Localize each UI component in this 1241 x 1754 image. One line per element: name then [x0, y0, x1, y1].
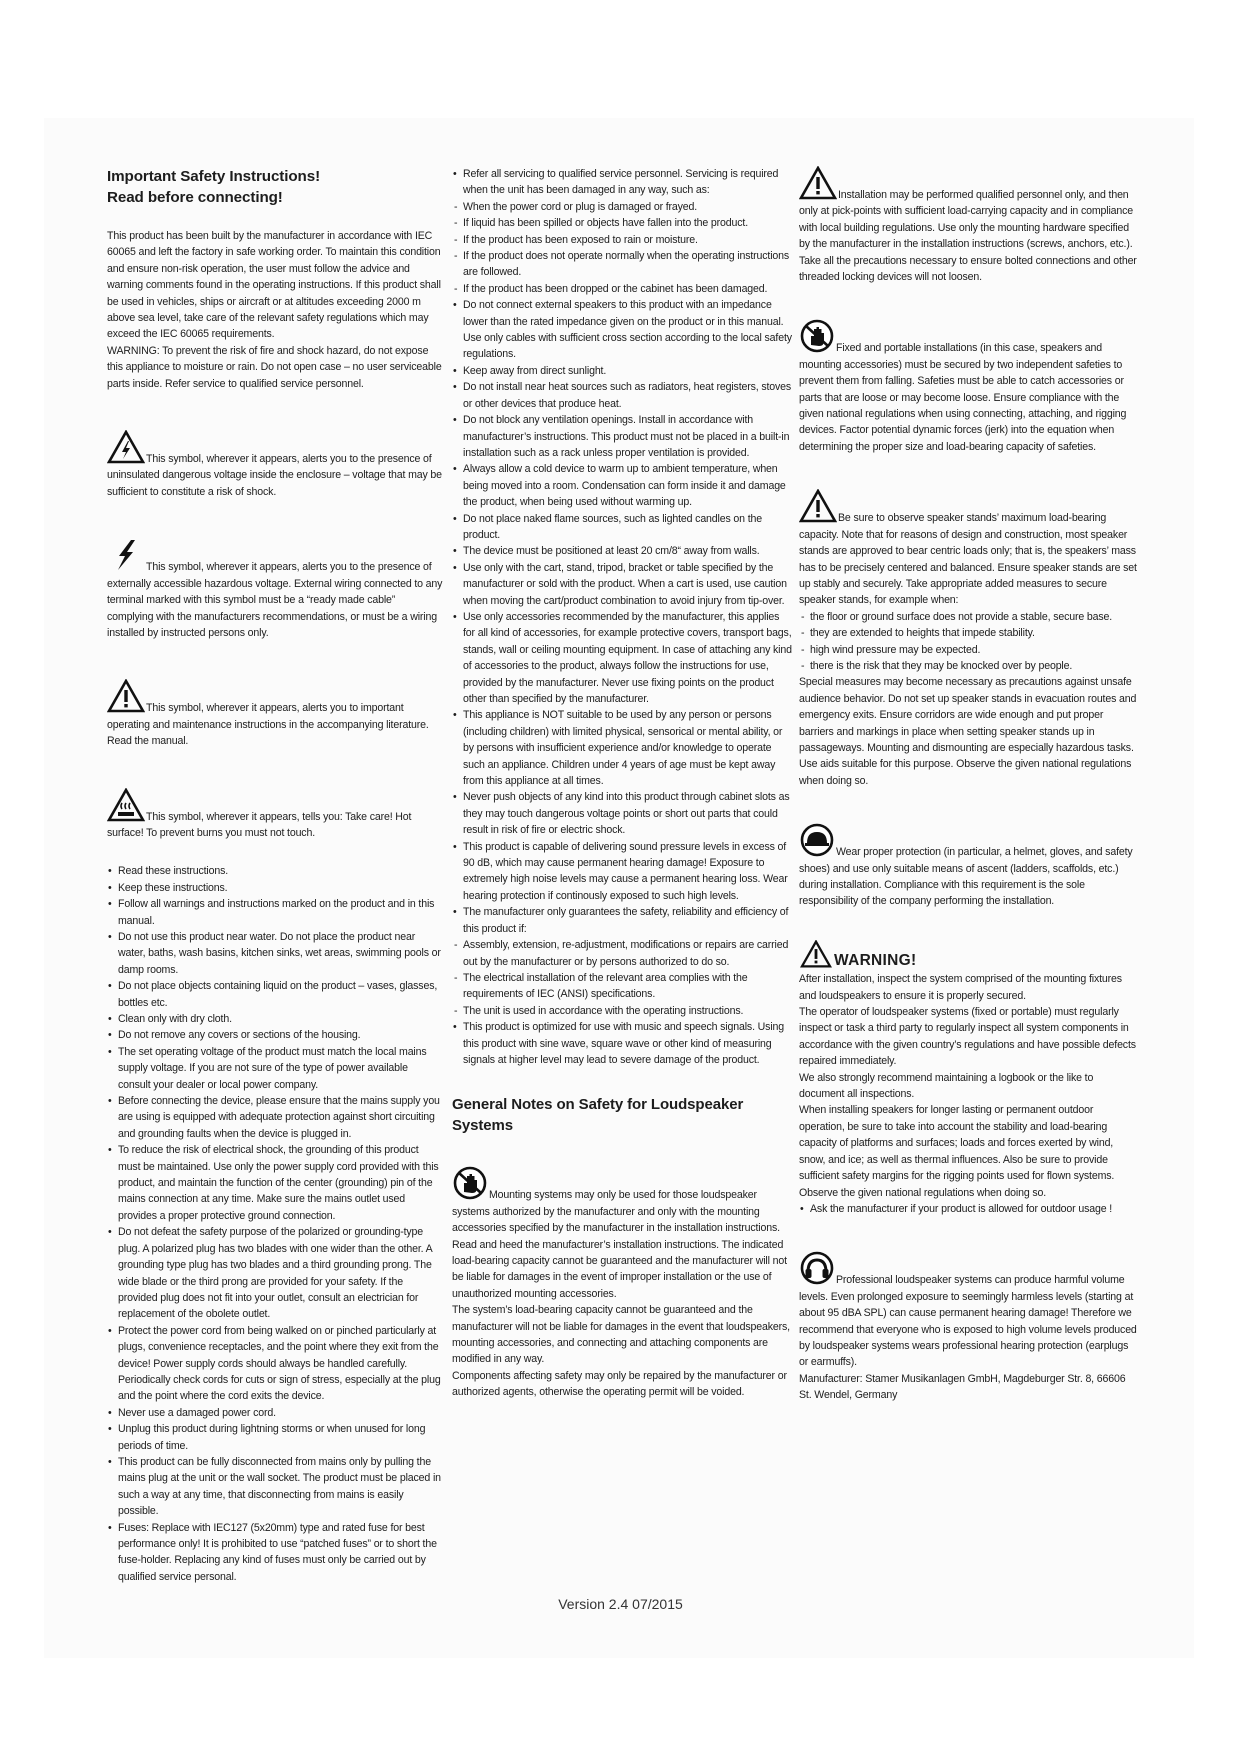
symbol-voltage-text: This symbol, wherever it appears, alerts you to the presence of uninsulated dangerous voltage inside the enclosure – voltage that may be sufficient to constitute a risk of shock.: [107, 453, 442, 498]
list-item: • The device must be positioned at least 20 cm/8“ away from walls.: [452, 543, 792, 559]
mounting-paragraph: [452, 1166, 792, 1302]
list-item: • Never use a damaged power cord.: [107, 1405, 443, 1421]
manufacturer-info: Manufacturer: Stamer Musikanlagen GmbH, Magdeburger Str. 8, 66606 St. Wendel, Germany: [799, 1372, 1126, 1402]
list-item: • Use only with the cart, stand, tripod, bracket or table specified by the manufacturer or sold with the product. When a cart is used, use caution when moving the cart/product combination to avoid injury from tip-over.: [452, 560, 792, 609]
symbol-hot-surface-paragraph: [107, 788, 443, 842]
list-item: - If the product has been dropped or the cabinet has been damaged.: [452, 281, 792, 297]
list-item: - If the product does not operate normally when the operating instructions are followed.: [452, 248, 792, 281]
guarantee-dash-list: [452, 937, 792, 1019]
list-item: • Do not remove any covers or sections of the housing.: [107, 1027, 443, 1043]
list-item: - high wind pressure may be expected.: [799, 642, 1139, 658]
symbol-instructions-text: This symbol, wherever it appears, alerts you to important operating and maintenance instructions in the accompanying literature. Read the manual.: [107, 702, 429, 748]
list-item: - the floor or ground surface does not provide a stable, secure base.: [799, 609, 1139, 625]
lightning-bolt-icon: [107, 538, 145, 572]
fixed-installations-paragraph: [799, 319, 1139, 455]
column-left: [107, 166, 443, 1585]
list-item: • To reduce the risk of electrical shock, the grounding of this product must be maintained. Use only the power supply cord provided with this product, and maintain the function of the center (grounding) pin of the mains connection at any time. Make sure the mains outlet used provides a proper protective ground connection.: [107, 1142, 443, 1224]
warning-paragraph-1: After installation, inspect the system comprised of the mounting fixtures and loudspeakers to ensure it is properly secured.: [799, 973, 1122, 1002]
left-bullet-list: [107, 863, 443, 1585]
hearing-paragraph: [799, 1251, 1139, 1370]
list-item: - If liquid has been spilled or objects have fallen into the product.: [452, 215, 792, 231]
hearing-text: Professional loudspeaker systems can produce harmful volume levels. Even prolonged exposure to seemingly harmless levels (starting at about 95 dBA SPL) can cause permanent hearing damage! Therefore we recommend that everyone who is exposed to high volume levels produced by loudspeaker systems wears professional hearing protection (earplugs or earmuffs).: [799, 1274, 1137, 1369]
list-item: • Read these instructions.: [107, 863, 443, 879]
warning-heading-line: [799, 940, 1139, 971]
service-dash-list: [452, 199, 792, 297]
symbol-external-voltage-paragraph: [107, 538, 443, 641]
list-item: • This appliance is NOT suitable to be used by any person or persons (including children) with limited physical, sensorical or mental ability, or by persons with insufficient experience and/or knowledge to operate such an appliance. Children under 4 years of age must be kept away from this appliance at all times.: [452, 707, 792, 789]
exclamation-warning-icon: [799, 489, 837, 523]
warning-heading: WARNING!: [834, 951, 917, 969]
hot-surface-warning-icon: [107, 788, 145, 822]
version-footer: Version 2.4 07/2015: [558, 1596, 683, 1612]
list-item: • Use only accessories recommended by the manufacturer, this applies for all kind of accessories, for example protective covers, transport bags, stands, wall or ceiling mounting equipment. In case of attaching any kind of accessories to the product, always follow the instructions for use, provided by the manufacturer. Never use fixing points on the product other than specified by the manufacturer.: [452, 609, 792, 707]
list-item: • The manufacturer only guarantees the safety, reliability and efficiency of this product if:: [452, 904, 792, 937]
list-item: • Unplug this product during lightning storms or when unused for long periods of time.: [107, 1421, 443, 1454]
list-item: - The unit is used in accordance with the operating instructions.: [452, 1003, 792, 1019]
warning-intro-paragraph: WARNING: To prevent the risk of fire and shock hazard, do not expose this appliance to moisture or rain. Do not open case – no user serviceable parts inside. Refer service to qualified service personnel.: [107, 344, 442, 390]
list-item: • This product can be fully disconnected from mains only by pulling the mains plug at the unit or the wall socket. The product must be placed in such a way at any time, that disconnecting from mains is easily possible.: [107, 1454, 443, 1520]
column-right: [799, 166, 1139, 1404]
helmet-icon: [799, 823, 835, 857]
protection-paragraph: [799, 823, 1139, 910]
warning-paragraph-2: The operator of loudspeaker systems (fixed or portable) must regularly inspect or task a third party to regularly inspect all system components in accordance with the given country’s regulations and have possible defects repaired immediately.: [799, 1006, 1136, 1068]
list-item: • Always allow a cold device to warm up to ambient temperature, when being moved into a room. Condensation can form inside it and damage the product, when being used without warming up.: [452, 461, 792, 510]
symbol-voltage-paragraph: [107, 430, 443, 500]
speaker-stands-paragraph: [799, 489, 1139, 608]
service-bullet: [452, 166, 792, 199]
exclamation-warning-icon: [799, 166, 837, 200]
list-item: • Before connecting the device, please ensure that the mains supply you are using is equipped with adequate protection against short circuiting and grounding faults when the device is plugged in.: [107, 1093, 443, 1142]
list-item: - The electrical installation of the relevant area complies with the requirements of IEC (ANSI) specifications.: [452, 970, 792, 1003]
list-item: - If the product has been exposed to rain or moisture.: [452, 232, 792, 248]
installation-paragraph: [799, 166, 1139, 285]
list-item: • This product is optimized for use with music and speech signals. Using this product with sine wave, square wave or other kind of measuring signals at higher level may lead to severe damage of the product.: [452, 1019, 792, 1068]
load-paragraph: The system’s load-bearing capacity cannot be guaranteed and the manufacturer will not be liable for damages in the event that loudspeakers, mounting accessories, and connecting and attaching components are modified in any way.: [452, 1304, 790, 1366]
title-line-1: Important Safety Instructions!: [107, 168, 321, 185]
list-item: • Fuses: Replace with IEC127 (5x20mm) type and rated fuse for best performance only! It is prohibited to use “patched fuses” or to short the fuse-holder. Replacing any kind of fuses must only be carried out by qualified service personal.: [107, 1520, 443, 1586]
symbol-hot-surface-text: This symbol, wherever it appears, tells you: Take care! Hot surface! To prevent burns you must not touch.: [107, 810, 412, 839]
components-paragraph: Components affecting safety may only be repaired by the manufacturer or authorized agents, otherwise the operating permit will be voided.: [452, 1369, 787, 1399]
exclamation-warning-icon: [107, 679, 145, 713]
list-item: • Never push objects of any kind into this product through cabinet slots as they may touch dangerous voltage points or short out parts that could result in risk of fire or electric shock.: [452, 789, 792, 838]
fixed-installations-text: Fixed and portable installations (in this case, speakers and mounting accessories) must be secured by two independent safeties to prevent them from falling. Safeties must be able to catch accessories or parts that are loose or may become loose. Ensure compliance with the given national regulations when using connecting, attaching, and rigging devices. Factor potential dynamic forces (jerk) into the equation when determining the proper size and load-bearing capacity of safeties.: [799, 342, 1127, 453]
list-item: • Do not use this product near water. Do not place the product near water, baths, wash basins, kitchen sinks, wet areas, swimming pools or damp rooms.: [107, 929, 443, 978]
list-item: • Do not connect external speakers to this product with an impedance lower than the rated impedance given on the product or in this manual. Use only cables with sufficient cross section according to the local safety regulations.: [452, 297, 792, 363]
list-item: • Do not place objects containing liquid on the product – vases, glasses, bottles etc.: [107, 978, 443, 1011]
warning-paragraph-3: We also strongly recommend maintaining a logbook or the like to document all inspections.: [799, 1071, 1094, 1101]
list-item: • Do not install near heat sources such as radiators, heat registers, stoves or other devices that produce heat.: [452, 379, 792, 412]
list-item: • Keep away from direct sunlight.: [452, 363, 792, 379]
list-item: - there is the risk that they may be knocked over by people.: [799, 658, 1139, 674]
list-item: • Do not defeat the safety purpose of the polarized or grounding-type plug. A polarized plug has two blades with one wider than the other. A grounding type plug has two blades and a third grounding prong. The wide blade or the third prong are provided for your safety. If the provided plug does not fit into your outlet, consult an electrician for replacement of the obolete outlet.: [107, 1224, 443, 1322]
list-item: - Assembly, extension, re-adjustment, modifications or repairs are carried out by the manufacturer or by persons authorized to do so.: [452, 937, 792, 970]
list-item: • The set operating voltage of the product must match the local mains supply voltage. If you are not sure of the type of power available consult your dealer or local power company.: [107, 1044, 443, 1093]
symbol-instructions-paragraph: [107, 679, 443, 749]
special-measures-paragraph: Special measures may become necessary as precautions against unsafe audience behavior. Do not set up speaker stands in evacuation routes and emergency exits. Ensure corridors are wide enough and put proper barriers and markings in place when setting speaker stands up in passageways. Mounting and dismounting are especially hazardous tasks. Use aids suitable for this purpose. Observe the given national regulations when doing so.: [799, 676, 1137, 787]
protection-text: Wear proper protection (in particular, a helmet, gloves, and safety shoes) and use only suitable means of ascent (ladders, scaffolds, etc.) during installation. Compliance with this requirement is the sole responsibility of the company performing the installation.: [799, 846, 1133, 908]
stands-dash-list: [799, 609, 1139, 675]
high-voltage-warning-icon: [107, 430, 145, 464]
list-item: • Ask the manufacturer if your product is allowed for outdoor usage !: [799, 1201, 1139, 1217]
no-hand-icon: [799, 319, 835, 353]
list-item: • Keep these instructions.: [107, 880, 443, 896]
no-hand-icon: [452, 1166, 488, 1200]
document-title: [107, 166, 443, 208]
title-line-2: Read before connecting!: [107, 189, 283, 206]
speaker-stands-text: Be sure to observe speaker stands’ maximum load-bearing capacity. Note that for reasons of design and construction, most speaker stands are approved to bear centric loads only; that is, the speakers’ mass has to be precisely centered and balanced. Ensure speaker stands are set up stably and securely. Take appropriate added measures to secure speaker stands, for example when:: [799, 512, 1137, 607]
mounting-text: Mounting systems may only be used for those loudspeaker systems authorized by the manufacturer and only with the mounting accessories specified by the manufacturer in the installation instructions. Read and heed the manufacturer’s installation instructions. The indicated load-bearing capacity cannot be guaranteed and the manufacturer will not be liable for damages in the event of improper installation or the use of unauthorized mounting accessories.: [452, 1189, 787, 1300]
intro-paragraph: This product has been built by the manufacturer in accordance with IEC 60065 and left the factory in safe working order. To maintain this condition and ensure non-risk operation, the user must follow the advice and warning comments found in the operating instructions. If this product shall be used in vehicles, ships or aircraft or at altitudes exceeding 2000 m above sea level, take care of the relevant safety regulations which may exceed the IEC 60065 requirements.: [107, 230, 441, 341]
list-item: - they are extended to heights that impede stability.: [799, 625, 1139, 641]
list-item: • Do not place naked flame sources, such as lighted candles on the product.: [452, 511, 792, 544]
list-item: - When the power cord or plug is damaged or frayed.: [452, 199, 792, 215]
outdoor-bullet: [799, 1201, 1139, 1217]
optimized-bullet: [452, 1019, 792, 1068]
list-item: • Do not block any ventilation openings. Install in accordance with manufacturer’s instructions. This product must not be placed in a built-in installation such as a rack unless proper ventilation is provided.: [452, 412, 792, 461]
ear-protection-icon: [799, 1251, 835, 1285]
list-item: • Protect the power cord from being walked on or pinched particularly at plugs, convenience receptacles, and the point where they exit from the device! Power supply cords should always be handled carefully. Periodically check cords for cuts or sign of stress, especially at the plug and the point where the cord exits the device.: [107, 1323, 443, 1405]
column-middle: [452, 166, 792, 1401]
exclamation-warning-icon: [799, 940, 833, 968]
middle-bullet-list: [452, 297, 792, 937]
list-item: • Refer all servicing to qualified service personnel. Servicing is required when the unit has been damaged in any way, such as:: [452, 166, 792, 199]
installation-text: Installation may be performed qualified personnel only, and then only at pick-points with sufficient load-carrying capacity and in compliance with local building regulations. Use only the mounting hardware specified by the manufacturer in the installation instructions (screws, anchors, etc.). Take all the precautions necessary to ensure bolted connections and other threaded locking devices will not loosen.: [799, 189, 1137, 284]
general-notes-heading: General Notes on Safety for Loudspeaker Systems: [452, 1096, 744, 1135]
list-item: • Follow all warnings and instructions marked on the product and in this manual.: [107, 896, 443, 929]
symbol-external-voltage-text: This symbol, wherever it appears, alerts you to the presence of externally accessible hazardous voltage. External wiring connected to any terminal marked with this symbol must be a “ready made cable” complying with the manufacturers recommendations, or must be a wiring installed by instructed persons only.: [107, 561, 443, 639]
list-item: • Clean only with dry cloth.: [107, 1011, 443, 1027]
warning-paragraph-4: When installing speakers for longer lasting or permanent outdoor operation, be sure to take into account the stability and load-bearing capacity of platforms and surfaces; loads and forces exerted by wind, snow, and ice; as well as thermal influences. Also be sure to provide sufficient safety margins for the rigging points used for flown systems. Observe the given national regulations when doing so.: [799, 1104, 1115, 1199]
list-item: • This product is capable of delivering sound pressure levels in excess of 90 dB, which may cause permanent hearing damage! Exposure to extremely high noise levels may cause a permanent hearing loss. Wear hearing protection if continously exposed to such high levels.: [452, 839, 792, 905]
